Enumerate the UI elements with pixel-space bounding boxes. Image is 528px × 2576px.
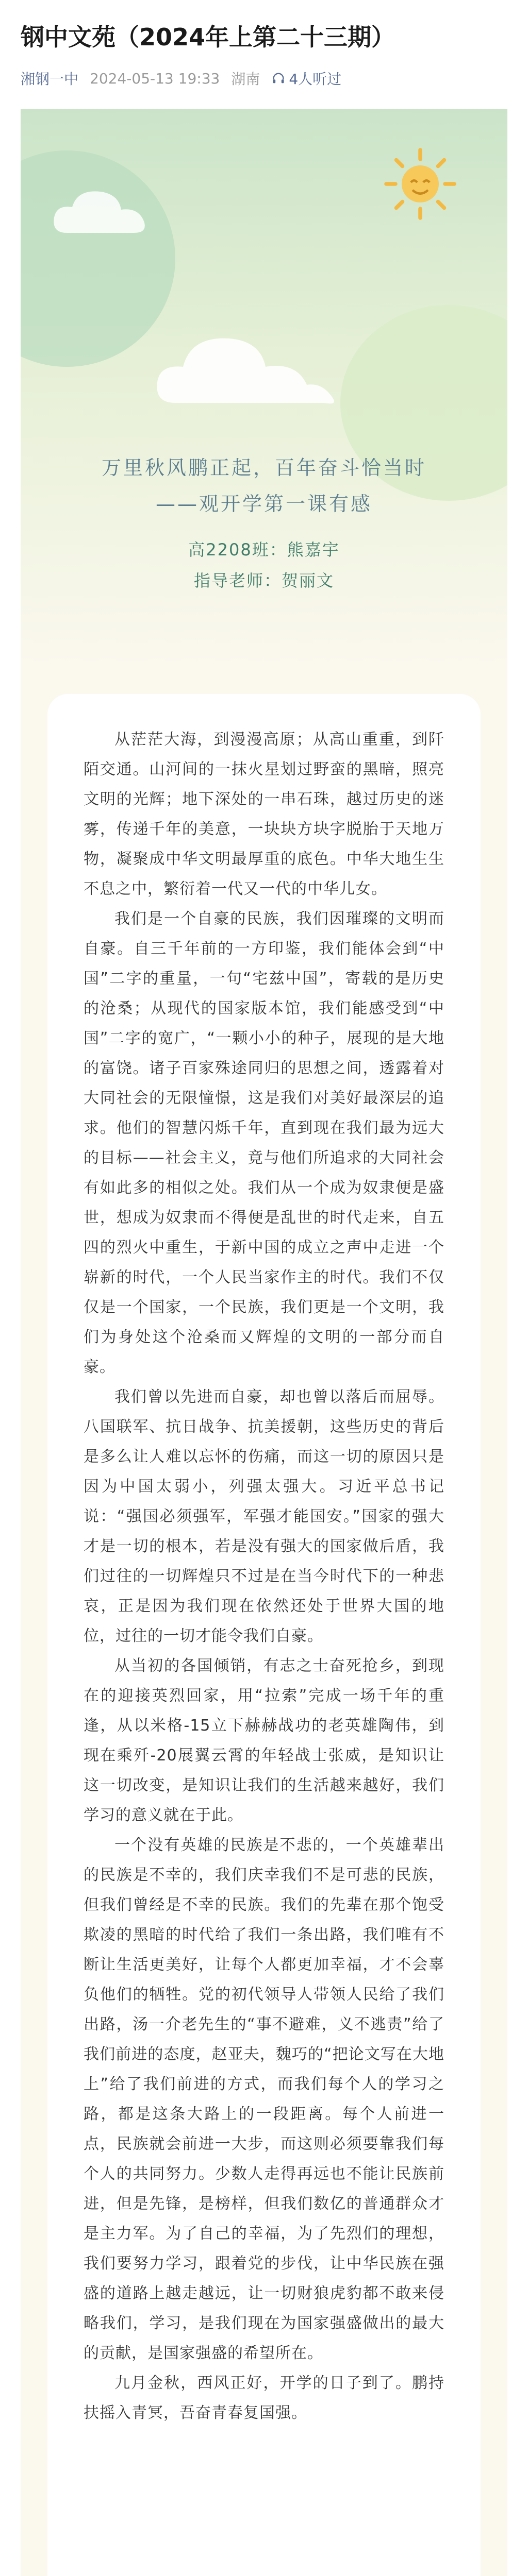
article-meta	[21, 68, 507, 89]
decor-blob	[21, 150, 175, 367]
article-body	[84, 725, 444, 2428]
body-paragraph: 从茫茫大海，到漫漫高原；从高山重重，到阡陌交通。山河间的一抹火星划过野蛮的黑暗，照亮文明的光辉；地下深处的一串石珠，越过历史的迷雾，传递千年的美意，一块块方块字脱胎于天地万物，凝聚成中华文明最厚重的底色。中华大地生生不息之中，繁衍着一代又一代的中华儿女。	[84, 731, 444, 898]
poster-student: 高2208班：熊嘉宇	[188, 540, 340, 560]
cloud-icon	[155, 326, 371, 418]
body-paragraph: 从当初的各国倾销，有志之士奋死抢乡，到现在的迎接英烈回家，用“拉索”完成一场千年的重逢，从以米格-15立下赫赫战功的老英雄陶伟，到现在乘歼-20展翼云霄的年轻战士张威，是知识让这一切改变，是知识让我们的生活越来越好，我们学习的意义就在于此。	[84, 1657, 444, 1824]
poster-quote-subtitle: ——观开学第一课有感	[155, 493, 372, 515]
listen-button[interactable]	[271, 68, 341, 89]
article-author-link[interactable]: 湘钢一中	[21, 71, 79, 88]
article-poster	[21, 109, 507, 2576]
article-body-card	[47, 694, 481, 2576]
listeners-count: 4人听过	[289, 71, 342, 88]
body-paragraph: 九月金秋，西风正好，开学的日子到了。鹏持扶摇入青冥，吾奋青春复国强。	[84, 2374, 444, 2422]
article-title: 钢中文苑（2024年上第二十三期）	[21, 23, 395, 51]
article-header	[0, 0, 528, 89]
article-date: 2024-05-13 19:33	[90, 70, 220, 87]
body-paragraph: 一个没有英雄的民族是不悲的，一个英雄辈出的民族是不幸的，我们庆幸我们不是可悲的民族，但我们曾经是不幸的民族。我们的先辈在那个饱受欺凌的黑暗的时代给了我们一条出路，我们唯有不断让生活更美好，让每个人都更加幸福，才不会辜负他们的牺牲。党的初代领导人带领人民给了我们出路，汤一介老先生的“事不避难，义不逃责”给了我们前进的态度，赵亚夫，魏巧的“把论文写在大地上”给了我们前进的方式，而我们每个人的学习之路，都是这条大路上的一段距离。每个人前进一点，民族就会前进一大步，而这则必须要靠我们每个人的共同努力。少数人走得再远也不能让民族前进，但是先锋，是榜样，但我们数亿的普通群众才是主力军。为了自己的幸福，为了先烈们的理想，我们要努力学习，跟着党的步伐，让中华民族在强盛的道路上越走越远，让一切财狼虎豹都不敢来侵略我们，学习，是我们现在为国家强盛做出的最大的贡献，是国家强盛的希望所在。	[84, 1836, 444, 2362]
poster-quote-title: 万里秋风鹏正起，百年奋斗恰当时	[101, 456, 426, 479]
poster-header	[21, 109, 507, 666]
poster-teacher: 指导老师：贺丽文	[193, 571, 334, 590]
article-location: 湖南	[231, 71, 260, 88]
cloud-icon	[52, 187, 165, 243]
sun-icon	[382, 145, 459, 223]
body-paragraph: 我们曾以先进而自豪，却也曾以落后而屈辱。八国联军、抗日战争、抗美援朝，这些历史的背后是多么让人难以忘怀的伤痛，而这一切的原因只是因为中国太弱小，列强太强大。习近平总书记说：“强国必须强军，军强才能国安。”国家的强大才是一切的根本，若是没有强大的国家做后盾，我们过往的一切辉煌只不过是在当今时代下的一种悲哀，正是因为我们现在依然还处于世界大国的地位，过往的一切才能令我们自豪。	[84, 1388, 444, 1645]
body-paragraph: 我们是一个自豪的民族，我们因璀璨的文明而自豪。自三千年前的一方印鉴，我们能体会到“中国”二字的重量，一句“宅兹中国”，寄载的是历史的沧桑；从现代的国家版本馆，我们能感受到“中国”二字的宽广，“一颗小小的种子，展现的是大地的富饶。诸子百家殊途同归的思想之间，透露着对大同社会的无限憧憬，这是我们对美好最深层的追求。他们的智慧闪烁千年，直到现在我们最为远大的目标——社会主义，竟与他们所追求的大同社会有如此多的相似之处。我们从一个成为奴隶便是盛世，想成为奴隶而不得便是乱世的时代走来，自五四的烈火中重生，于新中国的成立之声中走进一个崭新的时代，一个人民当家作主的时代。我们不仅仅是一个国家，一个民族，我们更是一个文明，我们为身处这个沧桑而又辉煌的文明的一部分而自豪。	[84, 910, 444, 1376]
headphone-icon	[271, 71, 286, 86]
